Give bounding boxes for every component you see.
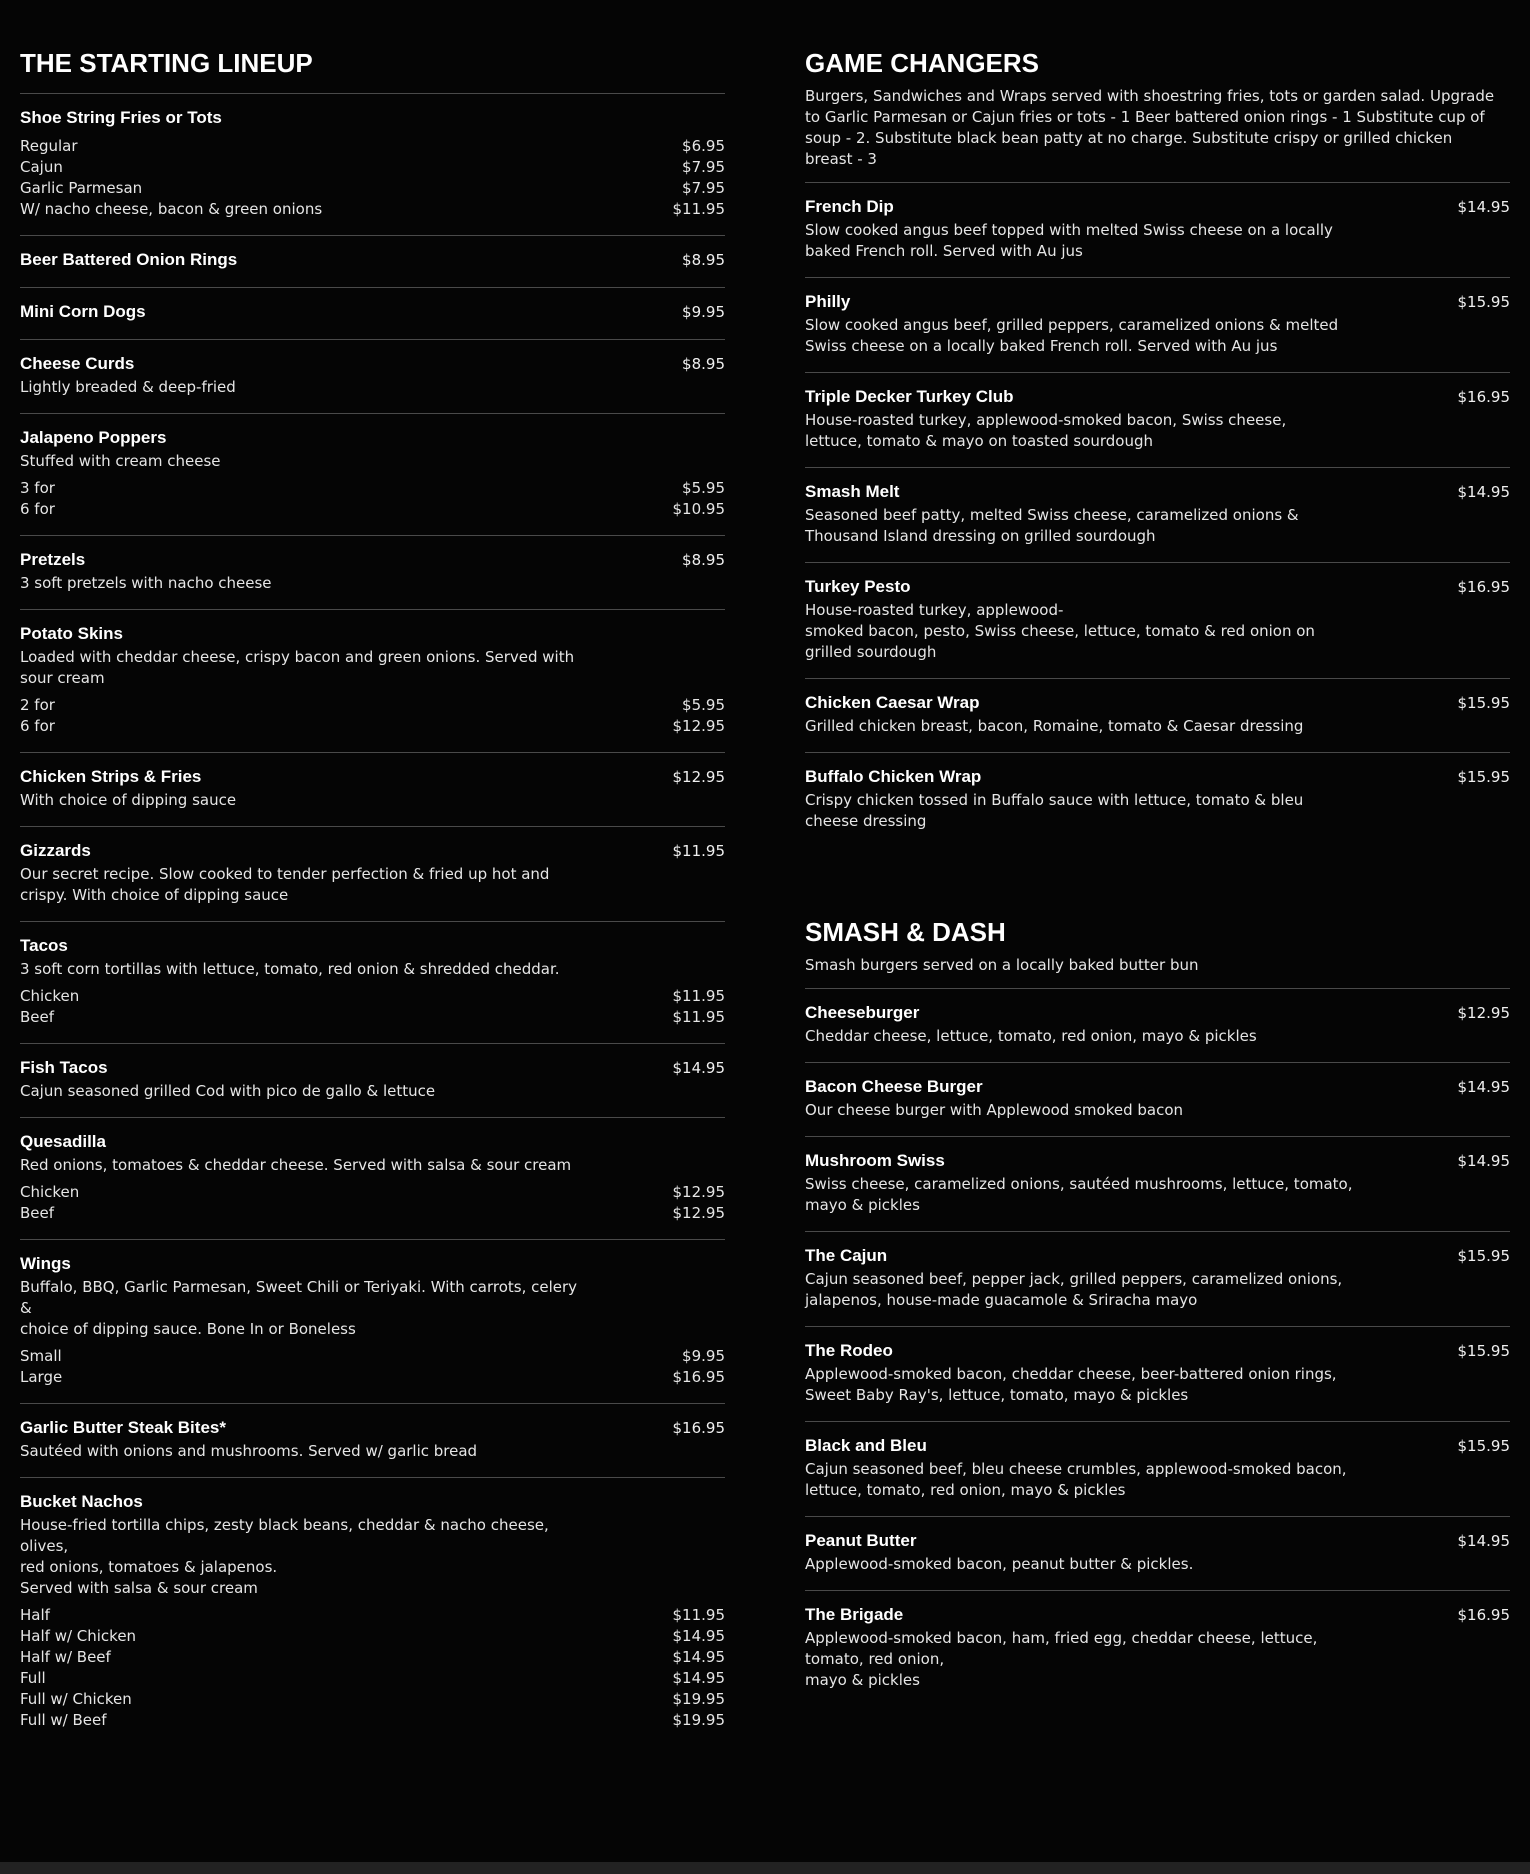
menu-item-header — [20, 622, 725, 646]
section-desc-game-changers: Burgers, Sandwiches and Wraps served with shoestring fries, tots or garden salad. Upgrade to Garlic Parmesan or Cajun fries or tots - 1 Beer battered onion rings - 1 Substitute cup of soup - 2. Substitute black bean patty at no charge. Substitute crispy or grilled chicken breast - 3 — [805, 87, 1495, 168]
menu-item-header — [20, 1490, 725, 1514]
option-label: Beef — [20, 1008, 55, 1026]
menu-item-name: Quesadilla — [20, 1132, 106, 1151]
option-row — [20, 136, 725, 157]
menu-item-name: Gizzards — [20, 841, 91, 860]
menu-item-price: $15.95 — [1457, 1437, 1510, 1455]
option-price: $9.95 — [682, 1347, 725, 1365]
menu-item-name: Buffalo Chicken Wrap — [805, 767, 982, 786]
option-row — [20, 1647, 725, 1668]
menu-item-description: Applewood-smoked bacon, ham, fried egg, cheddar cheese, lettuce, tomato, red onion, mayo & pickles — [805, 1629, 1318, 1689]
option-price: $11.95 — [672, 1606, 725, 1624]
menu-item-options — [20, 1182, 725, 1224]
menu-item — [20, 288, 725, 340]
menu-item-price: $16.95 — [1457, 1606, 1510, 1624]
option-label: 3 for — [20, 479, 55, 497]
menu-item-description: Seasoned beef patty, melted Swiss cheese, caramelized onions & Thousand Island dressing on grilled sourdough — [805, 506, 1299, 545]
starting-lineup-items — [20, 93, 725, 1746]
menu-item — [20, 340, 725, 414]
menu-item-description: Lightly breaded & deep-fried — [20, 378, 236, 396]
option-price: $19.95 — [672, 1690, 725, 1708]
menu-item — [20, 827, 725, 922]
menu-item-price: $15.95 — [1457, 1342, 1510, 1360]
menu-item — [805, 1591, 1510, 1706]
menu-item-name: Chicken Strips & Fries — [20, 767, 202, 786]
option-price: $11.95 — [672, 1008, 725, 1026]
menu-item-header — [20, 765, 725, 789]
menu-item — [805, 753, 1510, 847]
menu-item-name: Smash Melt — [805, 482, 900, 501]
menu-item-description: House-roasted turkey, applewood- smoked bacon, pesto, Swiss cheese, lettuce, tomato & red onion on grilled sourdough — [805, 601, 1315, 661]
menu-item-description: Our secret recipe. Slow cooked to tender perfection & fried up hot and crispy. With choice of dipping sauce — [20, 865, 550, 904]
option-row — [20, 716, 725, 737]
option-row — [20, 1626, 725, 1647]
menu-item-price: $14.95 — [1457, 1532, 1510, 1550]
menu-item-price: $8.95 — [682, 251, 725, 269]
menu-item-description: Slow cooked angus beef, grilled peppers, caramelized onions & melted Swiss cheese on a locally baked French roll. Served with Au jus — [805, 316, 1339, 355]
menu-item-name: Bucket Nachos — [20, 1492, 143, 1511]
menu-item-price: $15.95 — [1457, 694, 1510, 712]
option-price: $14.95 — [672, 1627, 725, 1645]
menu-item — [20, 922, 725, 1044]
menu-item-name: Triple Decker Turkey Club — [805, 387, 1014, 406]
option-label: Full w/ Beef — [20, 1711, 107, 1729]
section-desc-smash-dash: Smash burgers served on a locally baked butter bun — [805, 956, 1199, 974]
menu-item — [805, 1422, 1510, 1517]
menu-item-price: $11.95 — [672, 842, 725, 860]
menu-item-price: $8.95 — [682, 551, 725, 569]
menu-item-description: Sautéed with onions and mushrooms. Served w/ garlic bread — [20, 1442, 478, 1460]
option-label: Regular — [20, 137, 78, 155]
menu-item — [805, 278, 1510, 373]
game-changers-items — [805, 182, 1510, 847]
menu-item — [805, 1063, 1510, 1137]
menu-item-header — [805, 1075, 1510, 1099]
option-label: W/ nacho cheese, bacon & green onions — [20, 200, 323, 218]
menu-item-name: Wings — [20, 1254, 71, 1273]
menu-item-options — [20, 136, 725, 220]
option-row — [20, 1710, 725, 1731]
menu-item — [20, 94, 725, 236]
option-row — [20, 499, 725, 520]
menu-item-description: Cheddar cheese, lettuce, tomato, red onion, mayo & pickles — [805, 1027, 1257, 1045]
menu-item-header — [805, 691, 1510, 715]
menu-item-price: $15.95 — [1457, 1247, 1510, 1265]
menu-item — [20, 753, 725, 827]
option-price: $12.95 — [672, 717, 725, 735]
option-label: Full w/ Chicken — [20, 1690, 132, 1708]
menu-item-name: Jalapeno Poppers — [20, 428, 167, 447]
menu-item-header — [805, 1434, 1510, 1458]
smash-dash-items — [805, 988, 1510, 1706]
menu-item-header — [20, 1056, 725, 1080]
menu-item-price: $14.95 — [1457, 1152, 1510, 1170]
menu-item-description: Grilled chicken breast, bacon, Romaine, tomato & Caesar dressing — [805, 717, 1304, 735]
option-row — [20, 986, 725, 1007]
option-row — [20, 478, 725, 499]
menu-item-header — [805, 1001, 1510, 1025]
menu-item-price: $15.95 — [1457, 293, 1510, 311]
menu-item-price: $16.95 — [672, 1419, 725, 1437]
menu-item-header — [805, 765, 1510, 789]
option-label: Chicken — [20, 1183, 80, 1201]
menu-item-description: Swiss cheese, caramelized onions, sautéed mushrooms, lettuce, tomato, mayo & pickles — [805, 1175, 1353, 1214]
option-label: Half — [20, 1606, 50, 1624]
option-row — [20, 1668, 725, 1689]
option-price: $14.95 — [672, 1648, 725, 1666]
menu-item — [805, 563, 1510, 679]
menu-item-name: Pretzels — [20, 550, 86, 569]
menu-item-name: Mushroom Swiss — [805, 1151, 945, 1170]
menu-item — [20, 1404, 725, 1478]
menu-item-header — [805, 1603, 1510, 1627]
menu-item-description: Loaded with cheddar cheese, crispy bacon and green onions. Served with sour cream — [20, 648, 575, 687]
menu-item-name: Turkey Pesto — [805, 577, 911, 596]
menu-item-price: $15.95 — [1457, 768, 1510, 786]
section-title-smash-dash: SMASH & DASH — [805, 917, 1006, 947]
menu-item-name: Potato Skins — [20, 624, 123, 643]
option-label: 2 for — [20, 696, 55, 714]
menu-item-options — [20, 478, 725, 520]
menu-item-name: Cheese Curds — [20, 354, 135, 373]
menu-item-description: Slow cooked angus beef topped with melted Swiss cheese on a locally baked French roll. Served with Au jus — [805, 221, 1333, 260]
menu-item-header — [20, 248, 725, 272]
option-row — [20, 1203, 725, 1224]
menu-item-name: Bacon Cheese Burger — [805, 1077, 983, 1096]
menu-item-options — [20, 1605, 725, 1731]
menu-item — [805, 679, 1510, 753]
menu-item-description: Cajun seasoned grilled Cod with pico de gallo & lettuce — [20, 1082, 436, 1100]
menu-item-description: Cajun seasoned beef, pepper jack, grilled peppers, caramelized onions, jalapenos, house-made guacamole & Sriracha mayo — [805, 1270, 1343, 1309]
menu-item-description: Applewood-smoked bacon, cheddar cheese, beer-battered onion rings, Sweet Baby Ray's, lettuce, tomato, mayo & pickles — [805, 1365, 1337, 1404]
menu-item-name: The Brigade — [805, 1605, 904, 1624]
option-row — [20, 178, 725, 199]
menu-item-description: 3 soft pretzels with nacho cheese — [20, 574, 272, 592]
menu-item-name: Peanut Butter — [805, 1531, 917, 1550]
menu-item-header — [20, 300, 725, 324]
menu-item-options — [20, 1346, 725, 1388]
menu-item — [20, 610, 725, 753]
option-label: 6 for — [20, 717, 55, 735]
menu-item-description: House-roasted turkey, applewood-smoked bacon, Swiss cheese, lettuce, tomato & mayo on toasted sourdough — [805, 411, 1287, 450]
option-price: $6.95 — [682, 137, 725, 155]
option-row — [20, 1007, 725, 1028]
menu-item-header — [805, 290, 1510, 314]
menu-item — [805, 1517, 1510, 1591]
menu-item-description: Cajun seasoned beef, bleu cheese crumbles, applewood-smoked bacon, lettuce, tomato, red onion, mayo & pickles — [805, 1460, 1347, 1499]
menu-item-price: $14.95 — [1457, 198, 1510, 216]
option-label: Garlic Parmesan — [20, 179, 143, 197]
option-label: 6 for — [20, 500, 55, 518]
option-row — [20, 1605, 725, 1626]
menu-item-name: French Dip — [805, 197, 894, 216]
menu-item-name: Tacos — [20, 936, 68, 955]
menu-item-header — [805, 1244, 1510, 1268]
menu-item-header — [20, 1252, 725, 1276]
option-label: Chicken — [20, 987, 80, 1005]
option-price: $7.95 — [682, 158, 725, 176]
menu-item — [805, 373, 1510, 468]
option-price: $16.95 — [672, 1368, 725, 1386]
section-title-game-changers: GAME CHANGERS — [805, 48, 1040, 78]
option-price: $12.95 — [672, 1183, 725, 1201]
option-row — [20, 1689, 725, 1710]
menu-item — [20, 536, 725, 610]
menu-item-name: Black and Bleu — [805, 1436, 927, 1455]
menu-item-header — [805, 1339, 1510, 1363]
menu-item-name: Cheeseburger — [805, 1003, 920, 1022]
option-price: $19.95 — [672, 1711, 725, 1729]
option-label: Beef — [20, 1204, 55, 1222]
menu-item — [805, 989, 1510, 1063]
menu-item — [20, 1044, 725, 1118]
menu-item-price: $16.95 — [1457, 578, 1510, 596]
menu-item-header — [805, 575, 1510, 599]
menu-item-name: Philly — [805, 292, 851, 311]
option-price: $11.95 — [672, 987, 725, 1005]
menu-item-header — [805, 385, 1510, 409]
menu-item — [20, 414, 725, 536]
menu-item-header — [20, 548, 725, 572]
menu-item-price: $12.95 — [672, 768, 725, 786]
menu-item-description: Applewood-smoked bacon, peanut butter & pickles. — [805, 1555, 1194, 1573]
menu-item-name: The Rodeo — [805, 1341, 893, 1360]
section-smash-dash — [805, 917, 1510, 1706]
menu-item-header — [20, 1416, 725, 1440]
option-price: $7.95 — [682, 179, 725, 197]
option-label: Cajun — [20, 158, 63, 176]
bottom-bar — [0, 1862, 1530, 1874]
right-column — [805, 48, 1510, 1706]
option-row — [20, 1346, 725, 1367]
option-row — [20, 695, 725, 716]
menu-item-name: Beer Battered Onion Rings — [20, 250, 238, 269]
menu-item-header — [805, 480, 1510, 504]
menu-item-name: Fish Tacos — [20, 1058, 108, 1077]
menu-item-options — [20, 695, 725, 737]
menu-item-price: $12.95 — [1457, 1004, 1510, 1022]
menu-item-header — [805, 195, 1510, 219]
menu-item — [20, 1118, 725, 1240]
menu-item-header — [20, 106, 725, 130]
menu-item-description: Buffalo, BBQ, Garlic Parmesan, Sweet Chili or Teriyaki. With carrots, celery & choice of dipping sauce. Bone In or Boneless — [20, 1278, 578, 1338]
left-column — [20, 48, 725, 1746]
menu-item-header — [20, 352, 725, 376]
menu-item-description: House-fried tortilla chips, zesty black beans, cheddar & nacho cheese, olives, red onions, tomatoes & jalapenos. Served with salsa & sour cream — [20, 1516, 549, 1597]
option-price: $14.95 — [672, 1669, 725, 1687]
menu-item-description: Red onions, tomatoes & cheddar cheese. Served with salsa & sour cream — [20, 1156, 572, 1174]
menu-item-header — [20, 934, 725, 958]
menu-item-name: Mini Corn Dogs — [20, 302, 146, 321]
menu-item — [805, 1137, 1510, 1232]
menu-item-description: Stuffed with cream cheese — [20, 452, 221, 470]
option-label: Half w/ Chicken — [20, 1627, 137, 1645]
menu-item-description: Crispy chicken tossed in Buffalo sauce with lettuce, tomato & bleu cheese dressing — [805, 791, 1304, 830]
menu-item-name: Shoe String Fries or Tots — [20, 108, 222, 127]
menu-item-description: Our cheese burger with Applewood smoked bacon — [805, 1101, 1184, 1119]
menu-item — [20, 1240, 725, 1404]
menu-item-name: Chicken Caesar Wrap — [805, 693, 980, 712]
option-label: Large — [20, 1368, 63, 1386]
option-label: Small — [20, 1347, 62, 1365]
menu-item — [805, 468, 1510, 563]
option-price: $11.95 — [672, 200, 725, 218]
section-game-changers — [805, 48, 1510, 847]
menu-item-options — [20, 986, 725, 1028]
menu-item-price: $9.95 — [682, 303, 725, 321]
option-price: $12.95 — [672, 1204, 725, 1222]
option-row — [20, 199, 725, 220]
option-row — [20, 1182, 725, 1203]
option-row — [20, 1367, 725, 1388]
menu-item-price: $8.95 — [682, 355, 725, 373]
menu-item-price: $14.95 — [672, 1059, 725, 1077]
menu-item-description: With choice of dipping sauce — [20, 791, 237, 809]
menu-item — [805, 1327, 1510, 1422]
menu-item — [805, 183, 1510, 278]
menu-item-price: $16.95 — [1457, 388, 1510, 406]
menu-item-header — [20, 839, 725, 863]
option-label: Full — [20, 1669, 46, 1687]
option-price: $10.95 — [672, 500, 725, 518]
menu-item-header — [20, 1130, 725, 1154]
option-price: $5.95 — [682, 479, 725, 497]
menu-item-price: $14.95 — [1457, 1078, 1510, 1096]
option-label: Half w/ Beef — [20, 1648, 111, 1666]
option-price: $5.95 — [682, 696, 725, 714]
menu-item — [20, 236, 725, 288]
menu-item-header — [805, 1529, 1510, 1553]
menu-item — [20, 1478, 725, 1746]
menu-item — [805, 1232, 1510, 1327]
menu-item-header — [20, 426, 725, 450]
option-row — [20, 157, 725, 178]
menu-item-header — [805, 1149, 1510, 1173]
menu-item-name: Garlic Butter Steak Bites* — [20, 1418, 226, 1437]
menu-item-price: $14.95 — [1457, 483, 1510, 501]
section-title-starting-lineup: THE STARTING LINEUP — [20, 48, 313, 78]
menu-item-name: The Cajun — [805, 1246, 888, 1265]
menu-item-description: 3 soft corn tortillas with lettuce, tomato, red onion & shredded cheddar. — [20, 960, 560, 978]
